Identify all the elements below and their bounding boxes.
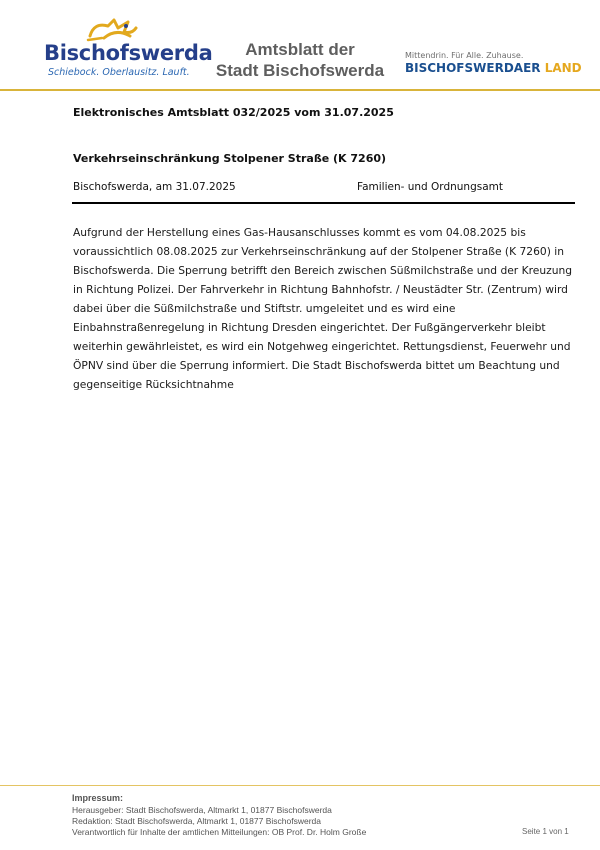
- region-tagline: Mittendrin. Für Alle. Zuhause.: [405, 51, 524, 60]
- page-header: [0, 0, 600, 90]
- region-brand-part-2: LAND: [544, 61, 582, 75]
- footer-divider: [0, 785, 600, 786]
- region-brand: [405, 61, 580, 75]
- imprint-publisher: Herausgeber: Stadt Bischofswerda, Altmarkt 1, 01877 Bischofswerda: [72, 805, 332, 815]
- masthead-line-1: Amtsblatt der: [245, 40, 355, 59]
- bischofswerda-logo: [44, 16, 213, 82]
- crowned-bird-emblem-icon: [84, 16, 144, 44]
- page-number: Seite 1 von 1: [522, 827, 569, 836]
- header-divider: [0, 89, 600, 91]
- place-date: Bischofswerda, am 31.07.2025: [73, 181, 236, 193]
- document-title: Verkehrseinschränkung Stolpener Straße (K 7260): [73, 152, 387, 165]
- imprint-editor: Redaktion: Stadt Bischofswerda, Altmarkt 1, 01877 Bischofswerda: [72, 816, 321, 826]
- logo-wordmark: Bischofswerda: [44, 41, 213, 65]
- imprint-heading: Impressum:: [72, 793, 124, 803]
- masthead-title: [210, 39, 390, 81]
- title-divider: [72, 202, 575, 204]
- region-brand-part-1: BISCHOFSWERDAER: [405, 61, 541, 75]
- issue-number: Elektronisches Amtsblatt 032/2025 vom 31.07.2025: [73, 106, 394, 119]
- masthead-line-2: Stadt Bischofswerda: [215, 61, 385, 80]
- issuing-office: Familien- und Ordnungsamt: [357, 181, 503, 193]
- announcement-text: Aufgrund der Herstellung eines Gas-Hausanschlusses kommt es vom 04.08.2025 bis voraussichtlich 08.08.2025 zur Verkehrseinschränkung auf der Stolpener Straße (K 7260) in Bischofswerda. Die Sperrung betrifft den Bereich zwischen Süßmilchstraße und der Kreuzung in Richtung Polizei. Der Fahrverkehr in Richtung Bahnhofstr. / Neustädter Str. (Zentrum) wird dabei über die Süßmilchstraße und Stiftstr. umgeleitet und es wird eine Einbahnstraßenregelung in Richtung Dresden eingerichtet. Der Fußgängerverkehr bleibt weiterhin gewährleistet, es wird ein Notgehweg eingerichtet. Rettungsdienst, Feuerwehr und ÖPNV sind über die Sperrung informiert. Die Stadt Bischofswerda bittet um Beachtung und gegenseitige Rücksichtnahme: [73, 226, 573, 391]
- logo-tagline: Schiebock. Oberlausitz. Lauft.: [48, 67, 190, 78]
- region-logo: [405, 51, 580, 75]
- imprint-responsible: Verantwortlich für Inhalte der amtlichen Mitteilungen: OB Prof. Dr. Holm Große: [72, 827, 367, 837]
